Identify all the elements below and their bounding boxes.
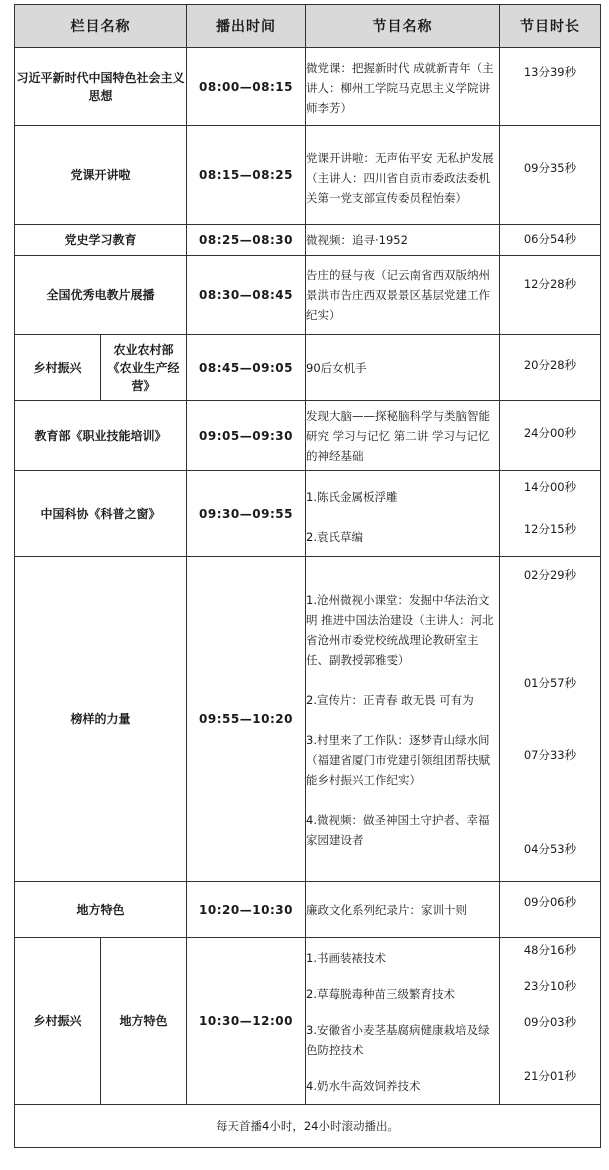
column-cell: 地方特色 (15, 882, 187, 938)
time-cell: 08:25—08:30 (187, 225, 306, 256)
duration-value: 13分39秒 (523, 65, 577, 79)
program-item: 2.袁氏草编 (306, 529, 363, 544)
footer-note: 每天首播4小时，24小时滚动播出。 (15, 1105, 601, 1148)
column-cell: 党史学习教育 (15, 225, 187, 256)
column-cell: 中国科协《科普之窗》 (15, 471, 187, 557)
time-cell: 09:55—10:20 (187, 557, 306, 882)
program-cell (306, 471, 500, 557)
program-item: 2.宣传片：正青春 敢无畏 可有为 (306, 692, 474, 707)
program-cell: 廉政文化系列纪录片：家训十则 (306, 882, 500, 938)
column-cell: 榜样的力量 (15, 557, 187, 882)
duration-value: 21分01秒 (523, 1069, 577, 1083)
duration-value: 20分28秒 (523, 358, 577, 372)
duration-cell (500, 256, 601, 335)
table-row (15, 48, 601, 126)
column-cell: 习近平新时代中国特色社会主义思想 (15, 48, 187, 126)
time-cell: 08:45—09:05 (187, 335, 306, 401)
column-cell-category: 乡村振兴 (15, 938, 101, 1105)
program-cell: 90后女机手 (306, 335, 500, 401)
duration-cell (500, 471, 601, 557)
duration-value: 12分15秒 (523, 522, 577, 536)
column-cell: 教育部《职业技能培训》 (15, 401, 187, 471)
duration-value: 09分35秒 (523, 161, 577, 175)
table-row (15, 335, 601, 401)
program-cell (306, 938, 500, 1105)
duration-value: 09分06秒 (523, 895, 577, 909)
duration-value: 24分00秒 (523, 426, 577, 440)
time-cell: 10:30—12:00 (187, 938, 306, 1105)
table-row (15, 126, 601, 225)
duration-value: 14分00秒 (523, 480, 577, 494)
duration-cell (500, 335, 601, 401)
column-cell-category: 乡村振兴 (15, 335, 101, 401)
time-cell: 10:20—10:30 (187, 882, 306, 938)
table-row (15, 938, 601, 1105)
header-air-time: 播出时间 (187, 5, 306, 48)
duration-value: 06分54秒 (523, 232, 577, 246)
program-item: 1.书画装裱技术 (306, 950, 386, 965)
table-row (15, 557, 601, 882)
duration-cell (500, 225, 601, 256)
time-cell: 08:15—08:25 (187, 126, 306, 225)
duration-cell (500, 882, 601, 938)
program-item: 3.安徽省小麦茎基腐病健康栽培及绿色防控技术 (306, 1022, 490, 1057)
program-cell: 微视频：追寻·1952 (306, 225, 500, 256)
column-cell-sub: 农业农村部《农业生产经营》 (101, 335, 187, 401)
table-row (15, 225, 601, 256)
program-cell: 告庄的昼与夜（记云南省西双版纳州景洪市告庄西双景景区基层党建工作纪实） (306, 256, 500, 335)
footer-row (15, 1105, 601, 1148)
duration-value: 01分57秒 (523, 676, 577, 690)
program-item: 1.沧州微视小课堂：发掘中华法治文明 推进中国法治建设（主讲人：河北省沧州市委党校统战理论教研室主任、副教授郭雅雯） (306, 592, 494, 667)
time-cell: 08:00—08:15 (187, 48, 306, 126)
program-cell: 发现大脑——探秘脑科学与类脑智能研究 学习与记忆 第二讲 学习与记忆的神经基础 (306, 401, 500, 471)
program-cell (306, 557, 500, 882)
program-item: 1.陈氏金属板浮雕 (306, 489, 398, 504)
duration-cell (500, 48, 601, 126)
program-item: 4.微视频：做圣神国土守护者、幸福家园建设者 (306, 812, 490, 847)
duration-value: 23分10秒 (523, 979, 577, 993)
column-cell: 党课开讲啦 (15, 126, 187, 225)
duration-value: 12分28秒 (523, 277, 577, 291)
duration-cell (500, 557, 601, 882)
program-item: 2.草莓脱毒种苗三级繁育技术 (306, 986, 455, 1001)
table-row (15, 471, 601, 557)
time-cell: 09:05—09:30 (187, 401, 306, 471)
header-column-name: 栏目名称 (15, 5, 187, 48)
header-program-name: 节目名称 (306, 5, 500, 48)
table-row (15, 882, 601, 938)
column-cell: 全国优秀电教片展播 (15, 256, 187, 335)
time-cell: 08:30—08:45 (187, 256, 306, 335)
table-row (15, 401, 601, 471)
program-item: 3.村里来了工作队：逐梦青山绿水间（福建省厦门市党建引领组团帮扶赋能乡村振兴工作纪实） (306, 732, 490, 787)
duration-value: 07分33秒 (523, 748, 577, 762)
column-cell-sub: 地方特色 (101, 938, 187, 1105)
header-row (15, 5, 601, 48)
program-cell: 党课开讲啦：无声佑平安 无私护发展（主讲人：四川省自贡市委政法委机关第一党支部宣传委员程怡秦） (306, 126, 500, 225)
program-cell: 微党课：把握新时代 成就新青年（主讲人：柳州工学院马克思主义学院讲师李芳） (306, 48, 500, 126)
time-cell: 09:30—09:55 (187, 471, 306, 557)
program-item: 4.奶水牛高效饲养技术 (306, 1078, 421, 1093)
header-duration: 节目时长 (500, 5, 601, 48)
duration-cell (500, 938, 601, 1105)
duration-cell (500, 126, 601, 225)
schedule-table (14, 4, 601, 1148)
duration-cell (500, 401, 601, 471)
duration-value: 04分53秒 (523, 842, 577, 856)
duration-value: 48分16秒 (523, 943, 577, 957)
duration-value: 02分29秒 (523, 568, 577, 582)
duration-value: 09分03秒 (523, 1015, 577, 1029)
table-row (15, 256, 601, 335)
